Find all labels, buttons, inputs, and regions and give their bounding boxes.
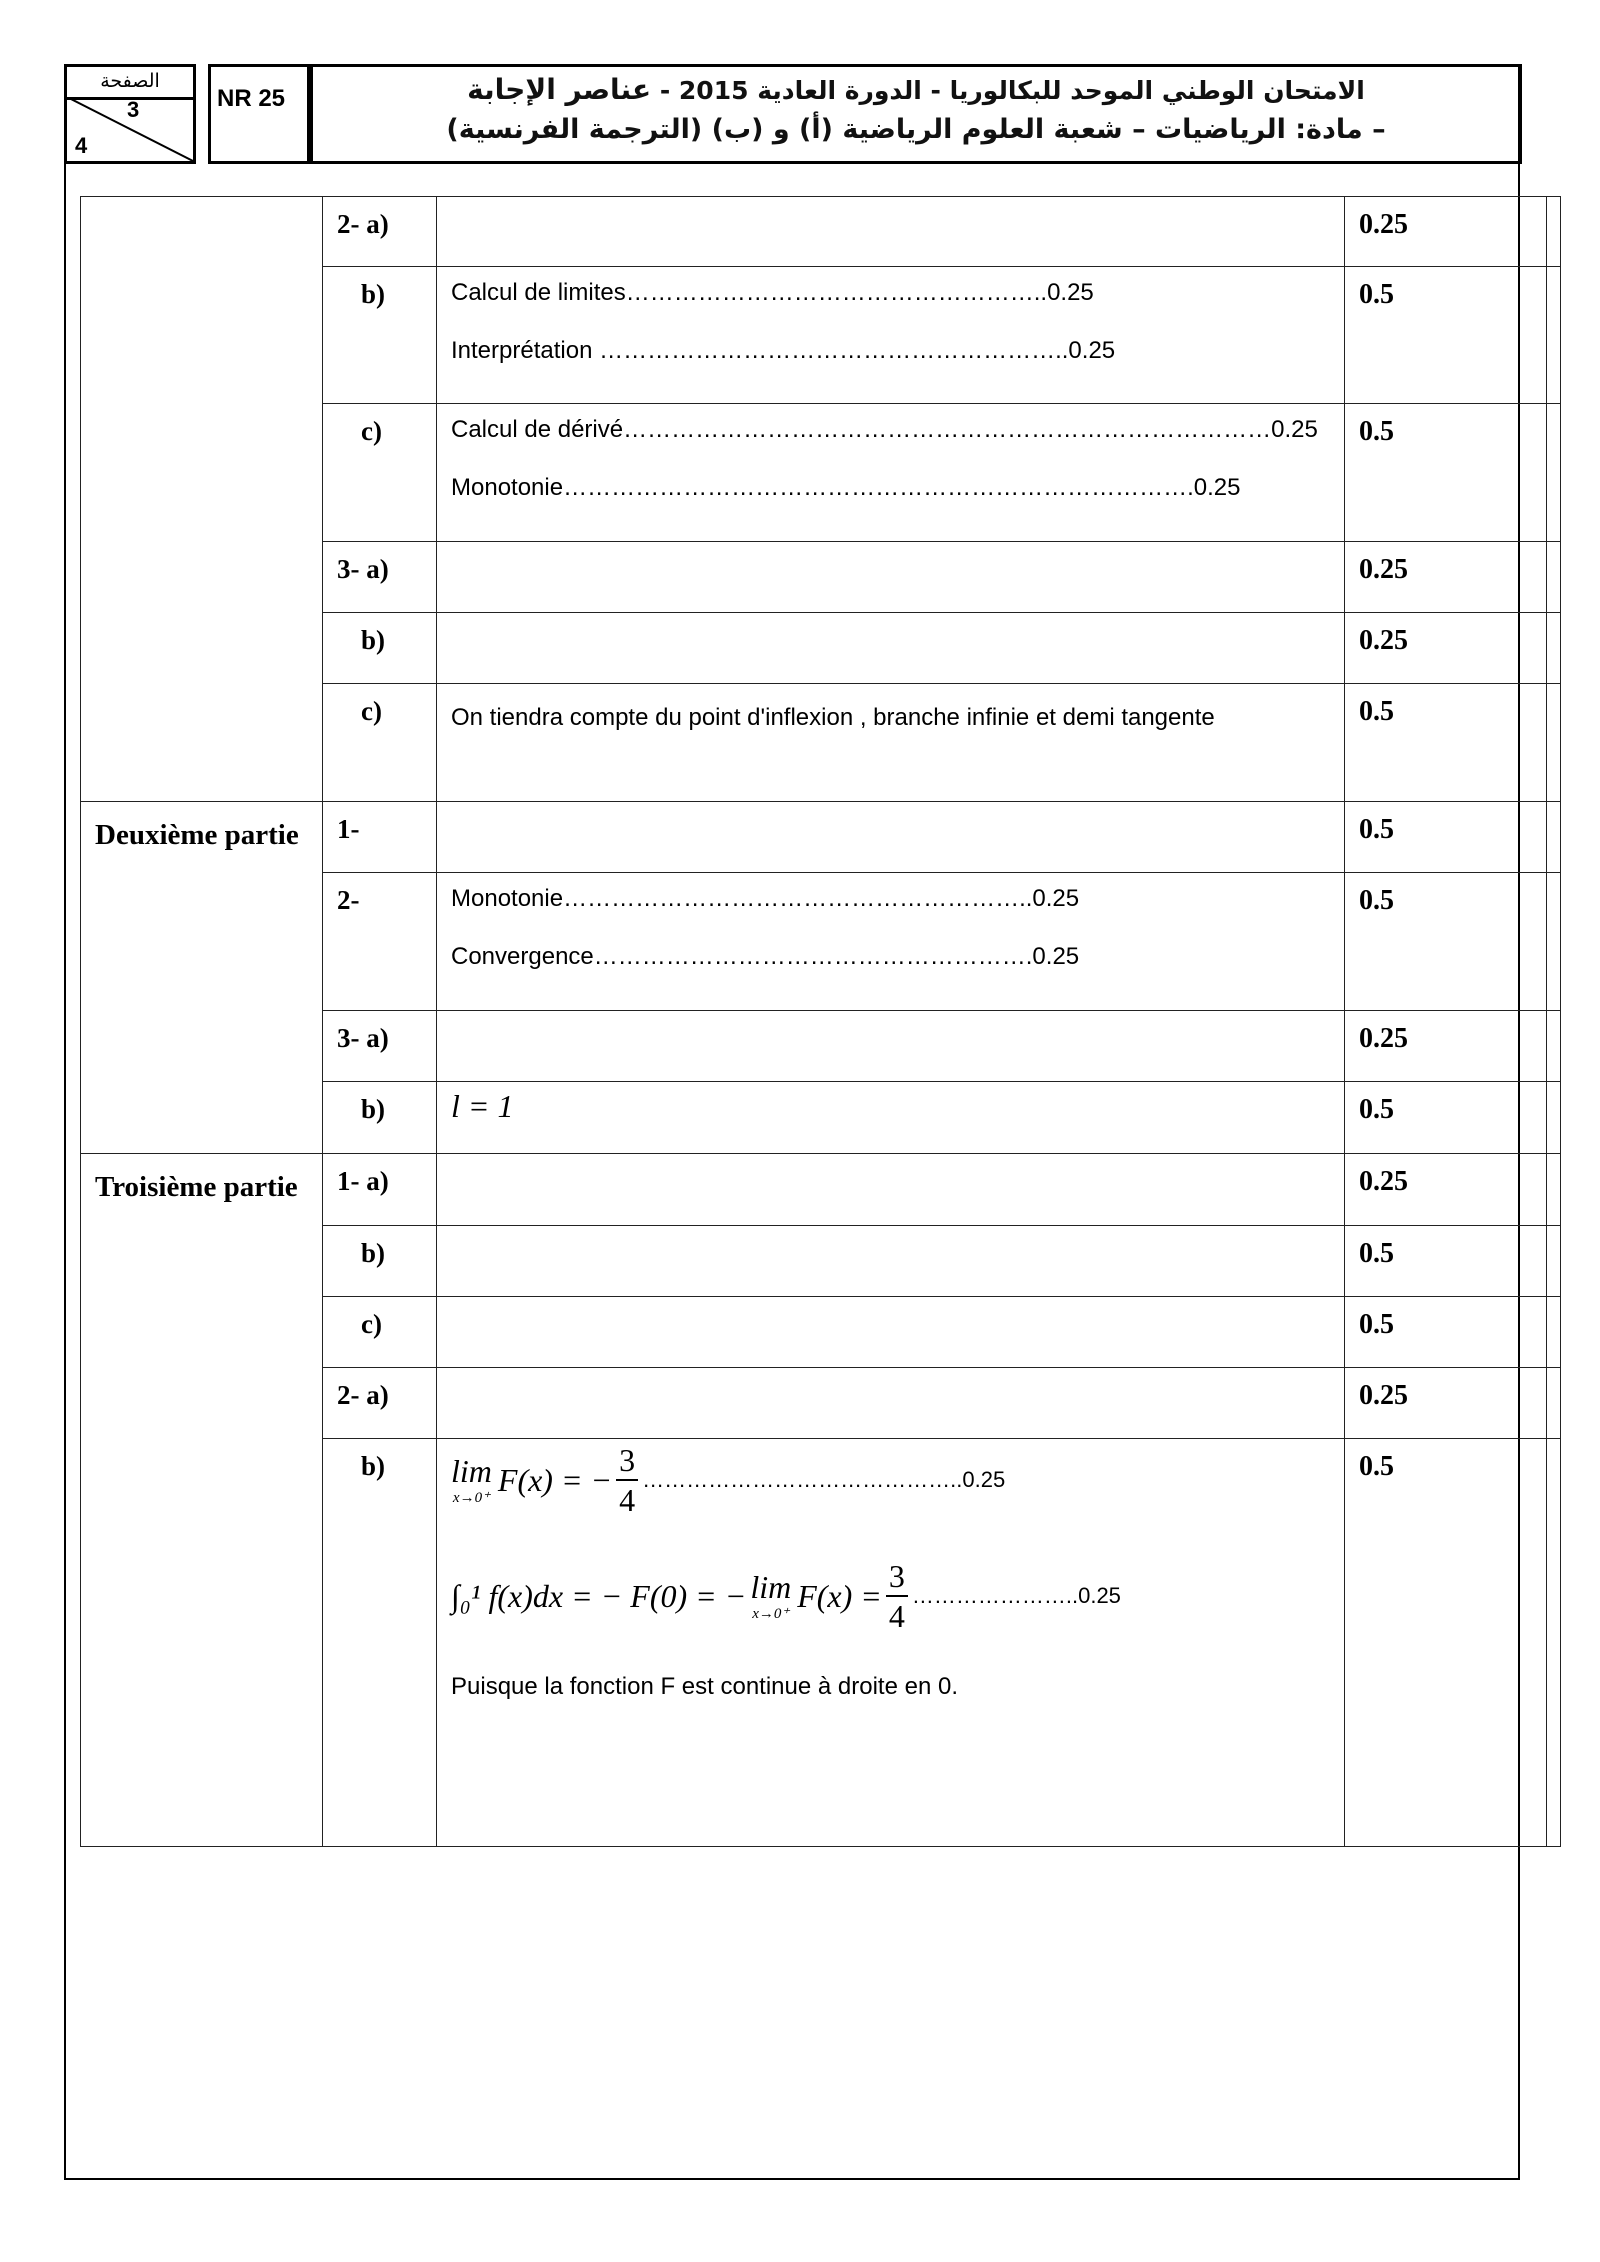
score-dots: ……………………………………..0.25 xyxy=(642,1467,1006,1492)
integral-expression: ∫₀¹ f(x)dx = − F(0) = − xyxy=(451,1577,747,1614)
table-row xyxy=(81,197,1561,267)
fraction xyxy=(616,1443,638,1517)
margin-cell xyxy=(1547,1368,1561,1439)
score-cell: 0.5 xyxy=(1345,1226,1547,1297)
part-cell-first xyxy=(81,197,323,802)
score-cell: 0.25 xyxy=(1345,1368,1547,1439)
margin-cell xyxy=(1547,873,1561,1011)
margin-cell xyxy=(1547,1226,1561,1297)
title-line-1 xyxy=(313,73,1519,106)
page-number-box xyxy=(64,64,196,164)
formula-limit xyxy=(451,1443,1344,1517)
limit-operator xyxy=(451,1453,492,1507)
question-number: 2- a) xyxy=(323,197,437,267)
score-cell: 0.5 xyxy=(1345,873,1547,1011)
score-cell: 0.5 xyxy=(1345,684,1547,802)
detail-line: Monotonie…………………………………………………..0.25 xyxy=(451,885,1080,912)
detail-cell xyxy=(437,1297,1345,1368)
margin-cell xyxy=(1547,1011,1561,1082)
table-row xyxy=(81,1154,1561,1226)
detail-cell xyxy=(437,1011,1345,1082)
question-number: b) xyxy=(323,1226,437,1297)
question-number: b) xyxy=(323,267,437,404)
title-line-1-highlight: عناصر الإجابة xyxy=(467,73,652,106)
limit-operator xyxy=(750,1569,791,1623)
detail-line: Monotonie…………………………………………………………………….0.25 xyxy=(451,474,1241,501)
exam-title xyxy=(310,64,1522,164)
limit-value: l = 1 xyxy=(437,1082,1345,1154)
title-line-2: – مادة: الرياضيات – شعبة العلوم الرياضية (أ) و (ب) (الترجمة الفرنسية) xyxy=(446,114,1386,145)
question-number: 2- a) xyxy=(323,1368,437,1439)
detail-cell xyxy=(437,873,1345,1011)
score-cell: 0.25 xyxy=(1345,1011,1547,1082)
detail-cell xyxy=(437,802,1345,873)
detail-cell xyxy=(437,197,1345,267)
margin-cell xyxy=(1547,1154,1561,1226)
lim-subscript: x→0⁺ xyxy=(452,1490,490,1506)
detail-cell xyxy=(437,267,1345,404)
limit-expression: F(x) = − xyxy=(497,1461,613,1498)
limit-expression: F(x) = xyxy=(797,1577,882,1614)
detail-cell xyxy=(437,1154,1345,1226)
detail-line: Calcul de dérivé………………………………………………………………………0.25 xyxy=(451,416,1318,443)
grading-table xyxy=(80,196,1561,1847)
score-cell: 0.5 xyxy=(1345,267,1547,404)
exam-code: NR 25 xyxy=(208,64,310,164)
margin-cell xyxy=(1547,1082,1561,1154)
fraction xyxy=(886,1559,908,1633)
question-number: b) xyxy=(323,1082,437,1154)
table-row xyxy=(81,802,1561,873)
detail-line: Interprétation …………………………………………………..0.25 xyxy=(451,337,1116,364)
margin-cell xyxy=(1547,684,1561,802)
margin-cell xyxy=(1547,1439,1561,1847)
detail-line: On tiendra compte du point d'inflexion , branche infinie et demi tangente xyxy=(451,704,1215,731)
score-cell: 0.5 xyxy=(1345,1297,1547,1368)
margin-cell xyxy=(1547,267,1561,404)
question-number: 1- xyxy=(323,802,437,873)
page-total: 4 xyxy=(75,133,88,158)
question-number: 2- xyxy=(323,873,437,1011)
justification-text: Puisque la fonction F est continue à droite en 0. xyxy=(451,1673,958,1700)
score-cell: 0.5 xyxy=(1345,802,1547,873)
score-cell: 0.25 xyxy=(1345,613,1547,684)
margin-cell xyxy=(1547,802,1561,873)
score-cell: 0.5 xyxy=(1345,404,1547,542)
margin-cell xyxy=(1547,613,1561,684)
margin-cell xyxy=(1547,404,1561,542)
detail-cell xyxy=(437,684,1345,802)
detail-cell xyxy=(437,1226,1345,1297)
detail-cell xyxy=(437,404,1345,542)
lim-text: lim xyxy=(451,1453,492,1489)
denominator: 4 xyxy=(888,1598,905,1634)
score-dots: …………………..0.25 xyxy=(911,1583,1121,1608)
question-number: b) xyxy=(323,1439,437,1847)
formula-integral xyxy=(451,1559,1344,1633)
title-line-1-main: الامتحان الوطني الموحد للبكالوريا - الدورة العادية 2015 - xyxy=(651,76,1365,105)
score-cell: 0.25 xyxy=(1345,197,1547,267)
question-number: c) xyxy=(323,1297,437,1368)
question-number: 3- a) xyxy=(323,1011,437,1082)
page-current: 3 xyxy=(127,97,140,122)
detail-cell xyxy=(437,542,1345,613)
question-number: c) xyxy=(323,684,437,802)
part-label-deuxieme: Deuxième partie xyxy=(81,802,323,1154)
score-cell: 0.5 xyxy=(1345,1082,1547,1154)
question-number: 3- a) xyxy=(323,542,437,613)
numerator: 3 xyxy=(619,1442,636,1478)
detail-cell xyxy=(437,1439,1345,1847)
detail-line: Calcul de limites……………………………………………..0.25 xyxy=(451,279,1094,306)
page-label: الصفحة xyxy=(67,67,193,100)
margin-cell xyxy=(1547,197,1561,267)
detail-line: Convergence……………………………………………….0.25 xyxy=(451,943,1080,970)
lim-text: lim xyxy=(750,1569,792,1605)
detail-cell xyxy=(437,613,1345,684)
score-cell: 0.5 xyxy=(1345,1439,1547,1847)
denominator: 4 xyxy=(619,1482,636,1518)
part-label-troisieme: Troisième partie xyxy=(81,1154,323,1847)
question-number: 1- a) xyxy=(323,1154,437,1226)
question-number: c) xyxy=(323,404,437,542)
detail-cell xyxy=(437,1368,1345,1439)
score-cell: 0.25 xyxy=(1345,542,1547,613)
question-number: b) xyxy=(323,613,437,684)
lim-subscript: x→0⁺ xyxy=(752,1606,790,1622)
numerator: 3 xyxy=(888,1558,905,1594)
margin-cell xyxy=(1547,542,1561,613)
margin-cell xyxy=(1547,1297,1561,1368)
score-cell: 0.25 xyxy=(1345,1154,1547,1226)
